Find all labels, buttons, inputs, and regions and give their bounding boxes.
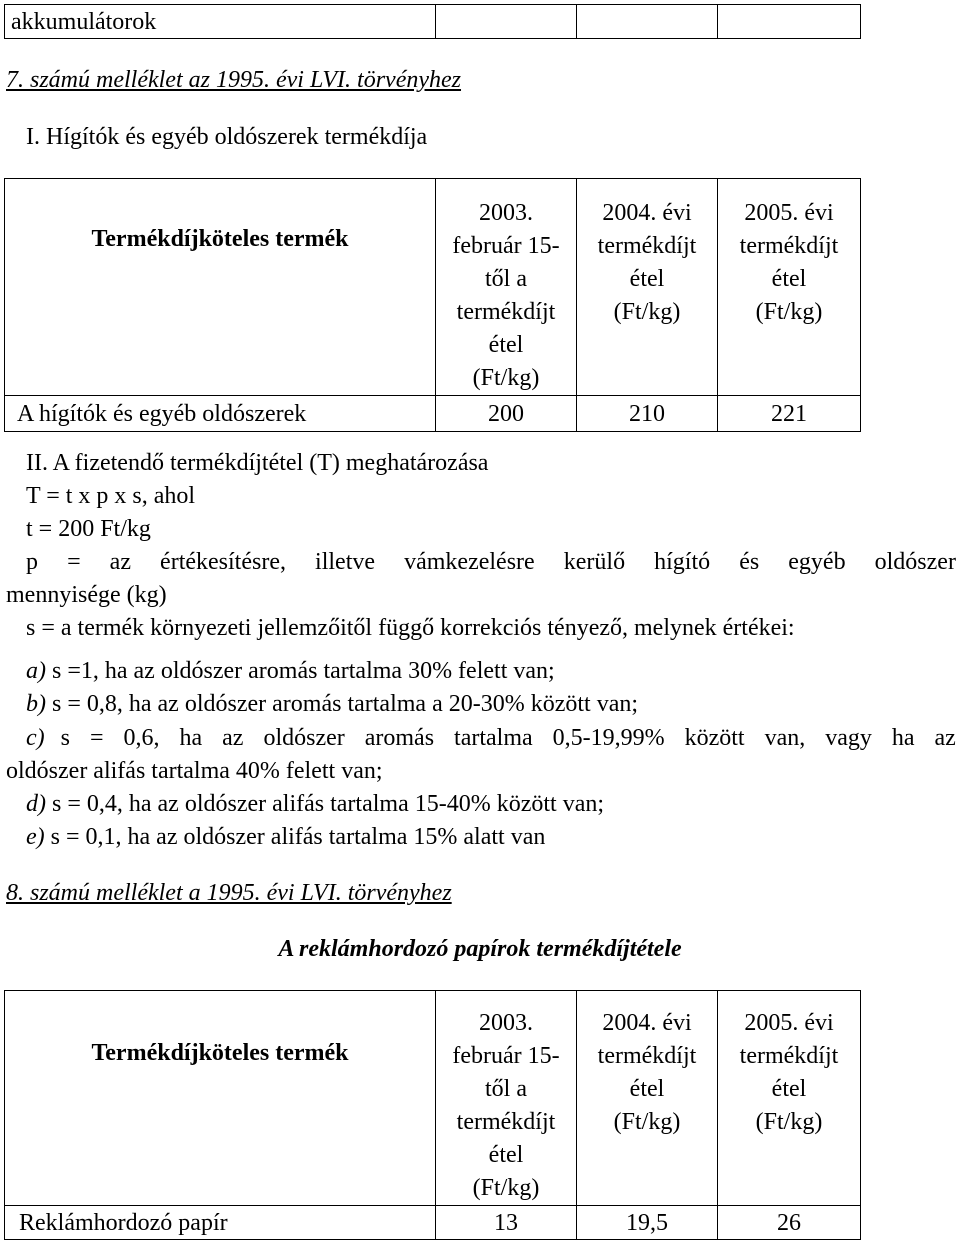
annex8-header-2004: 2004. évi termékdíjt étel (Ft/kg) [577,991,718,1206]
annex7-header-2003: 2003. február 15- től a termékdíjt étel (Ft/kg) [436,179,577,396]
annex7-header-2005: 2005. évi termékdíjt étel (Ft/kg) [718,179,861,396]
section2-heading: II. A fizetendő termékdíjtétel (T) meghatározása [26,450,489,476]
annex7-title: 7. számú melléklet az 1995. évi LVI. törvényhez [6,67,462,93]
item-b-marker: b) [26,691,46,717]
item-d-text: s = 0,4, ha az oldószer alifás tartalma 15-40% között van; [46,791,605,817]
item-c-marker: c) [26,725,45,751]
annex7-row-product: A hígítók és egyéb oldószerek [5,396,436,432]
formula: T = t x p x s, ahol [26,483,196,509]
item-e-marker: e) [26,824,45,850]
annex7-row-2005: 221 [718,396,861,432]
p-definition-line1: p = az értékesítésre, illetve vámkezelésre kerülő hígító és egyéb oldószer [26,549,956,575]
item-b-text: s = 0,8, ha az oldószer aromás tartalma a 20-30% között van; [46,691,639,717]
section1-heading: I. Hígítók és egyéb oldószerek termékdíja [26,124,428,150]
item-d-marker: d) [26,791,46,817]
item-e [26,825,545,849]
top-row-label: akkumulátorok [11,8,157,35]
annex8-header-2005: 2005. évi termékdíjt étel (Ft/kg) [718,991,861,1206]
t-definition: t = 200 Ft/kg [26,516,151,542]
annex8-data-row [5,1206,861,1240]
annex8-title: 8. számú melléklet a 1995. évi LVI. törvényhez [6,880,452,906]
top-row-label-cell [5,5,436,39]
annex8-subtitle: A reklámhordozó papírok termékdíjtétele [278,936,682,962]
top-table-row [4,4,861,39]
annex7-row-2003: 200 [436,396,577,432]
item-e-text: s = 0,1, ha az oldószer alifás tartalma 15% alatt van [44,824,546,850]
annex8-row-2004: 19,5 [577,1206,718,1240]
annex8-row-product: Reklámhordozó papír [5,1206,436,1240]
item-c-line1: c) s = 0,6, ha az oldószer aromás tartalma 0,5-19,99% között van, vagy ha az [26,725,956,751]
annex8-header-product: Termékdíjköteles termék [5,991,436,1206]
item-c-line2: oldószer alifás tartalma 40% felett van; [6,758,383,784]
item-a-text: s =1, ha az oldószer aromás tartalma 30% felett van; [46,658,555,684]
item-a [26,659,555,683]
annex8-table [4,990,861,1240]
annex8-row-2003: 13 [436,1206,577,1240]
annex7-header-product: Termékdíjköteles termék [5,179,436,396]
annex8-row-2005: 26 [718,1206,861,1240]
annex7-header-2004: 2004. évi termékdíjt étel (Ft/kg) [577,179,718,396]
annex7-table [4,178,861,432]
item-a-marker: a) [26,658,46,684]
top-row-cell-2005 [718,5,861,39]
top-row-cell-2004 [577,5,718,39]
p-definition-line2: mennyisége (kg) [6,582,167,608]
annex7-row-2004: 210 [577,396,718,432]
s-definition: s = a termék környezeti jellemzőitől függő korrekciós tényező, melynek értékei: [26,615,795,641]
item-d [26,792,604,816]
top-row-cell-2003 [436,5,577,39]
annex7-data-row [5,396,861,432]
annex8-header-2003: 2003. február 15- től a termékdíjt étel (Ft/kg) [436,991,577,1206]
item-b [26,692,638,716]
